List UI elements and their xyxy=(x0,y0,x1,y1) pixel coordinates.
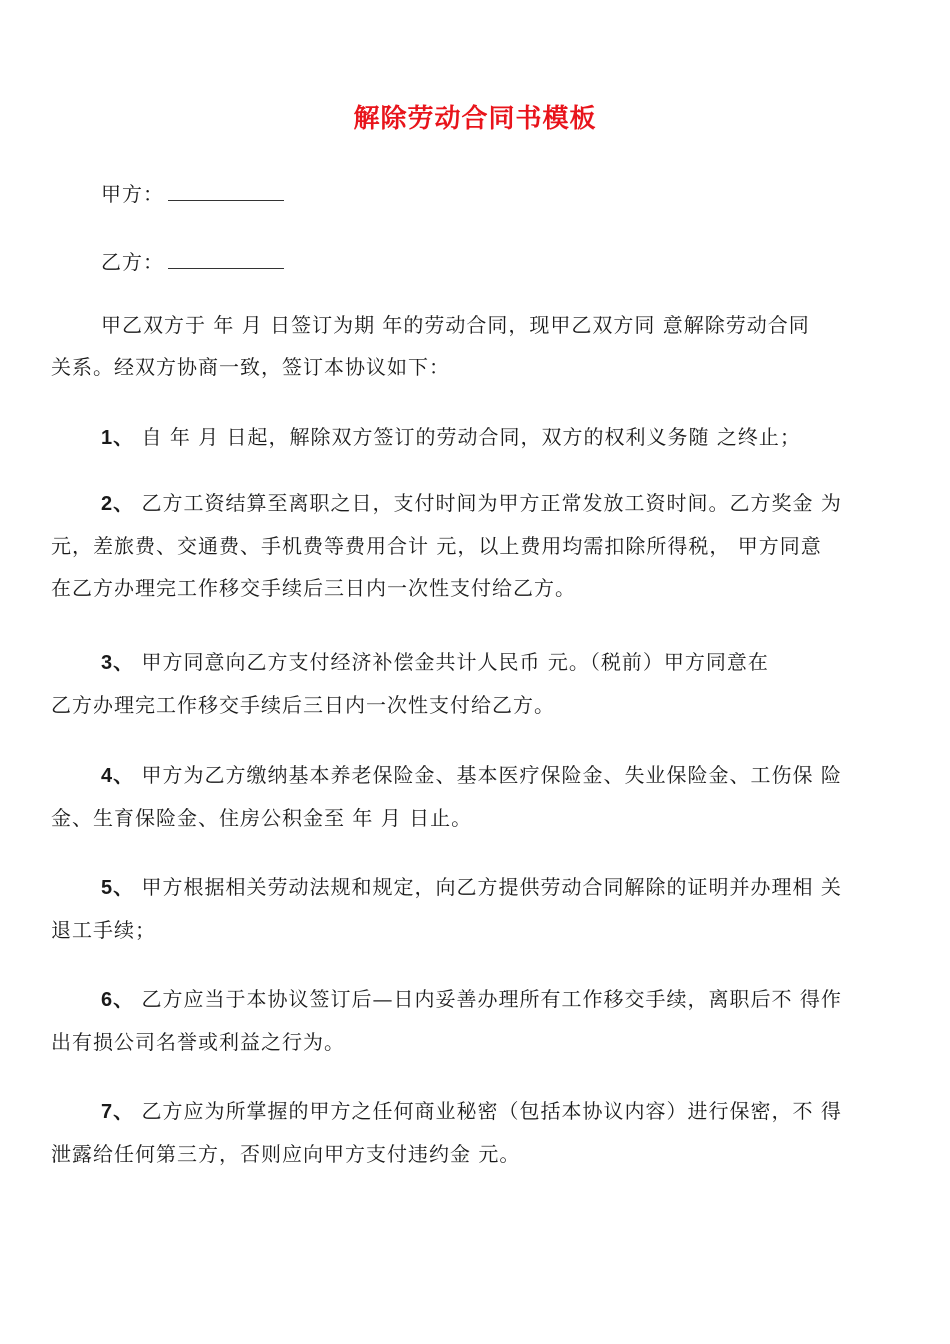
clause-2 xyxy=(51,482,897,609)
clause-6-line-2: 出有损公司名誉或利益之行为。 xyxy=(51,1030,345,1054)
document-title: 解除劳动合同书模板 xyxy=(353,104,597,134)
clause-4 xyxy=(51,754,897,839)
party-a-label: 甲方： xyxy=(101,182,164,206)
clause-3-line-1: 3、 甲方同意向乙方支付经济补偿金共计人民币 元。（税前）甲方同意在 xyxy=(101,650,769,674)
clause-3 xyxy=(51,641,897,726)
clause-6 xyxy=(51,978,897,1063)
clause-5-line-2: 退工手续； xyxy=(51,918,156,942)
clause-4-line-1: 4、 甲方为乙方缴纳基本养老保险金、基本医疗保险金、失业保险金、工伤保 险 xyxy=(101,763,842,787)
intro-line-2: 关系。经双方协商一致，签订本协议如下： xyxy=(51,355,450,379)
clause-2-line-3: 在乙方办理完工作移交手续后三日内一次性支付给乙方。 xyxy=(51,576,576,600)
clause-1 xyxy=(51,416,897,459)
party-b-line xyxy=(101,246,284,275)
clause-7 xyxy=(51,1090,897,1175)
clause-3-line-2: 乙方办理完工作移交手续后三日内一次性支付给乙方。 xyxy=(51,693,555,717)
intro-line-1: 甲乙双方于 年 月 日签订为期 年的劳动合同，现甲乙双方同 意解除劳动合同 xyxy=(101,313,810,337)
clause-number: 4、 xyxy=(101,765,135,787)
clause-2-line-1: 2、 乙方工资结算至离职之日，支付时间为甲方正常发放工资时间。乙方奖金 为 xyxy=(101,491,842,515)
clause-number: 3、 xyxy=(101,652,135,674)
clause-5-line-1: 5、 甲方根据相关劳动法规和规定，向乙方提供劳动合同解除的证明并办理相 关 xyxy=(101,875,842,899)
clause-5 xyxy=(51,866,897,951)
clause-number: 5、 xyxy=(101,877,135,899)
intro-paragraph xyxy=(51,304,897,388)
clause-number: 7、 xyxy=(101,1101,135,1123)
party-b-label: 乙方： xyxy=(101,250,164,274)
party-b-blank xyxy=(168,254,284,269)
clause-7-line-2: 泄露给任何第三方，否则应向甲方支付违约金 元。 xyxy=(51,1142,521,1166)
clause-number: 6、 xyxy=(101,989,135,1011)
clause-2-line-2: 元，差旅费、交通费、手机费等费用合计 元，以上费用均需扣除所得税， 甲方同意 xyxy=(51,534,822,558)
clause-number: 1、 xyxy=(101,427,135,449)
clause-4-line-2: 金、生育保险金、住房公积金至 年 月 日止。 xyxy=(51,806,473,830)
clause-6-line-1: 6、 乙方应当于本协议签订后—日内妥善办理所有工作移交手续，离职后不 得作 xyxy=(101,987,842,1011)
clause-7-line-1: 7、 乙方应为所掌握的甲方之任何商业秘密（包括本协议内容）进行保密，不 得 xyxy=(101,1099,842,1123)
party-a-blank xyxy=(168,186,284,201)
party-a-line xyxy=(101,178,284,207)
clause-number: 2、 xyxy=(101,493,135,515)
clause-1-line-1: 1、 自 年 月 日起，解除双方签订的劳动合同，双方的权利义务随 之终止； xyxy=(101,425,801,449)
